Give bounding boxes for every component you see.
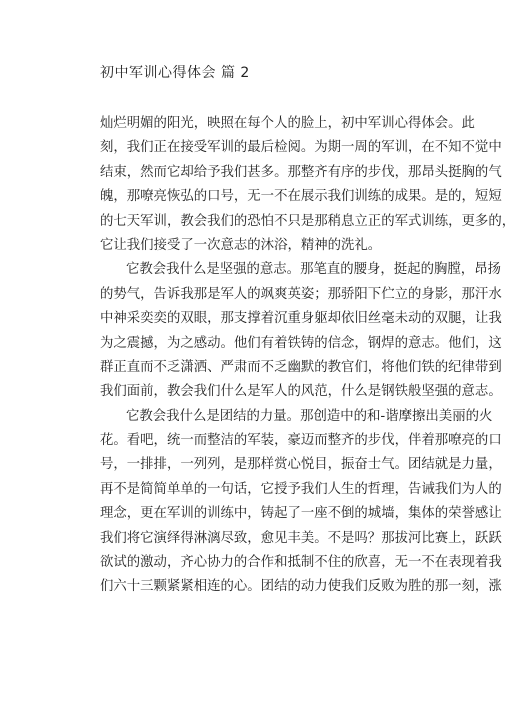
paragraph-line: 再不是简简单单的一句话，它授予我们人生的哲理，告诫我们为人的: [100, 481, 502, 497]
paragraph-line: 理念，更在军训的训练中，铸起了一座不倒的城墙，集体的荣誉感让: [100, 506, 502, 522]
paragraph-line: 它教会我什么是坚强的意志。那笔直的腰身，挺起的胸膛，昂扬: [126, 262, 501, 278]
paragraph: [100, 112, 515, 258]
paragraph-line: 灿烂明媚的阳光，映照在每个人的脸上，初中军训心得体会。此: [100, 116, 475, 131]
paragraph: [100, 405, 502, 600]
paragraph-line: 号，一排排，一列列，是那样赏心悦目，振奋士气。团结就是力量，: [100, 457, 502, 473]
paragraph-line: 结束，然而它却给予我们甚多。那整齐有序的步伐，那昂头挺胸的气: [100, 164, 502, 180]
paragraph-line: 们六十三颗紧紧相连的心。团结的动力使我们反败为胜的那一刻，涨: [100, 579, 502, 595]
paragraph-line: 花。看吧，统一而整洁的军装，豪迈而整齐的步伐，伴着那嘹亮的口: [100, 433, 502, 449]
paragraph-line: 它教会我什么是团结的力量。那创造中的和-谐摩擦出美丽的火: [126, 408, 493, 424]
paragraph-line: 为之震撼，为之感动。他们有着铁铸的信念，钢焊的意志。他们，这: [100, 335, 502, 351]
document-body: [100, 112, 515, 600]
paragraph-line: 群正直而不乏潇洒、严肃而不乏幽默的教官们，将他们铁的纪律带到: [100, 359, 502, 375]
paragraph-line: 它让我们接受了一次意志的沐浴，精神的洗礼。: [100, 237, 382, 253]
paragraph-line: 我们面前，教会我们什么是军人的风范，什么是钢铁般坚强的意志。: [100, 384, 502, 400]
paragraph-line: 魄，那嘹亮恢弘的口号，无一不在展示我们训练的成果。是的，短短: [100, 189, 502, 205]
paragraph-line: 的七天军训，教会我们的恐怕不只是那稍息立正的军式训练，更多的，: [100, 213, 515, 229]
paragraph-line: 刻，我们正在接受军训的最后检阅。为期一周的军训，在不知不觉中: [100, 140, 502, 156]
paragraph-line: 欲试的激动，齐心协力的合作和抵制不住的欣喜，无一不在表现着我: [100, 555, 502, 571]
paragraph-line: 的势气，告诉我那是军人的飒爽英姿；那骄阳下伫立的身影，那汗水: [100, 286, 502, 302]
paragraph-line: 我们将它演绎得淋漓尽致，愈见丰美。不是吗？那拔河比赛上，跃跃: [100, 530, 502, 546]
paragraph: [100, 258, 502, 404]
paragraph-line: 中神采奕奕的双眼，那支撑着沉重身躯却依旧丝毫未动的双腿，让我: [100, 311, 502, 327]
document-title: 初中军训心得体会 篇 2: [100, 65, 250, 81]
